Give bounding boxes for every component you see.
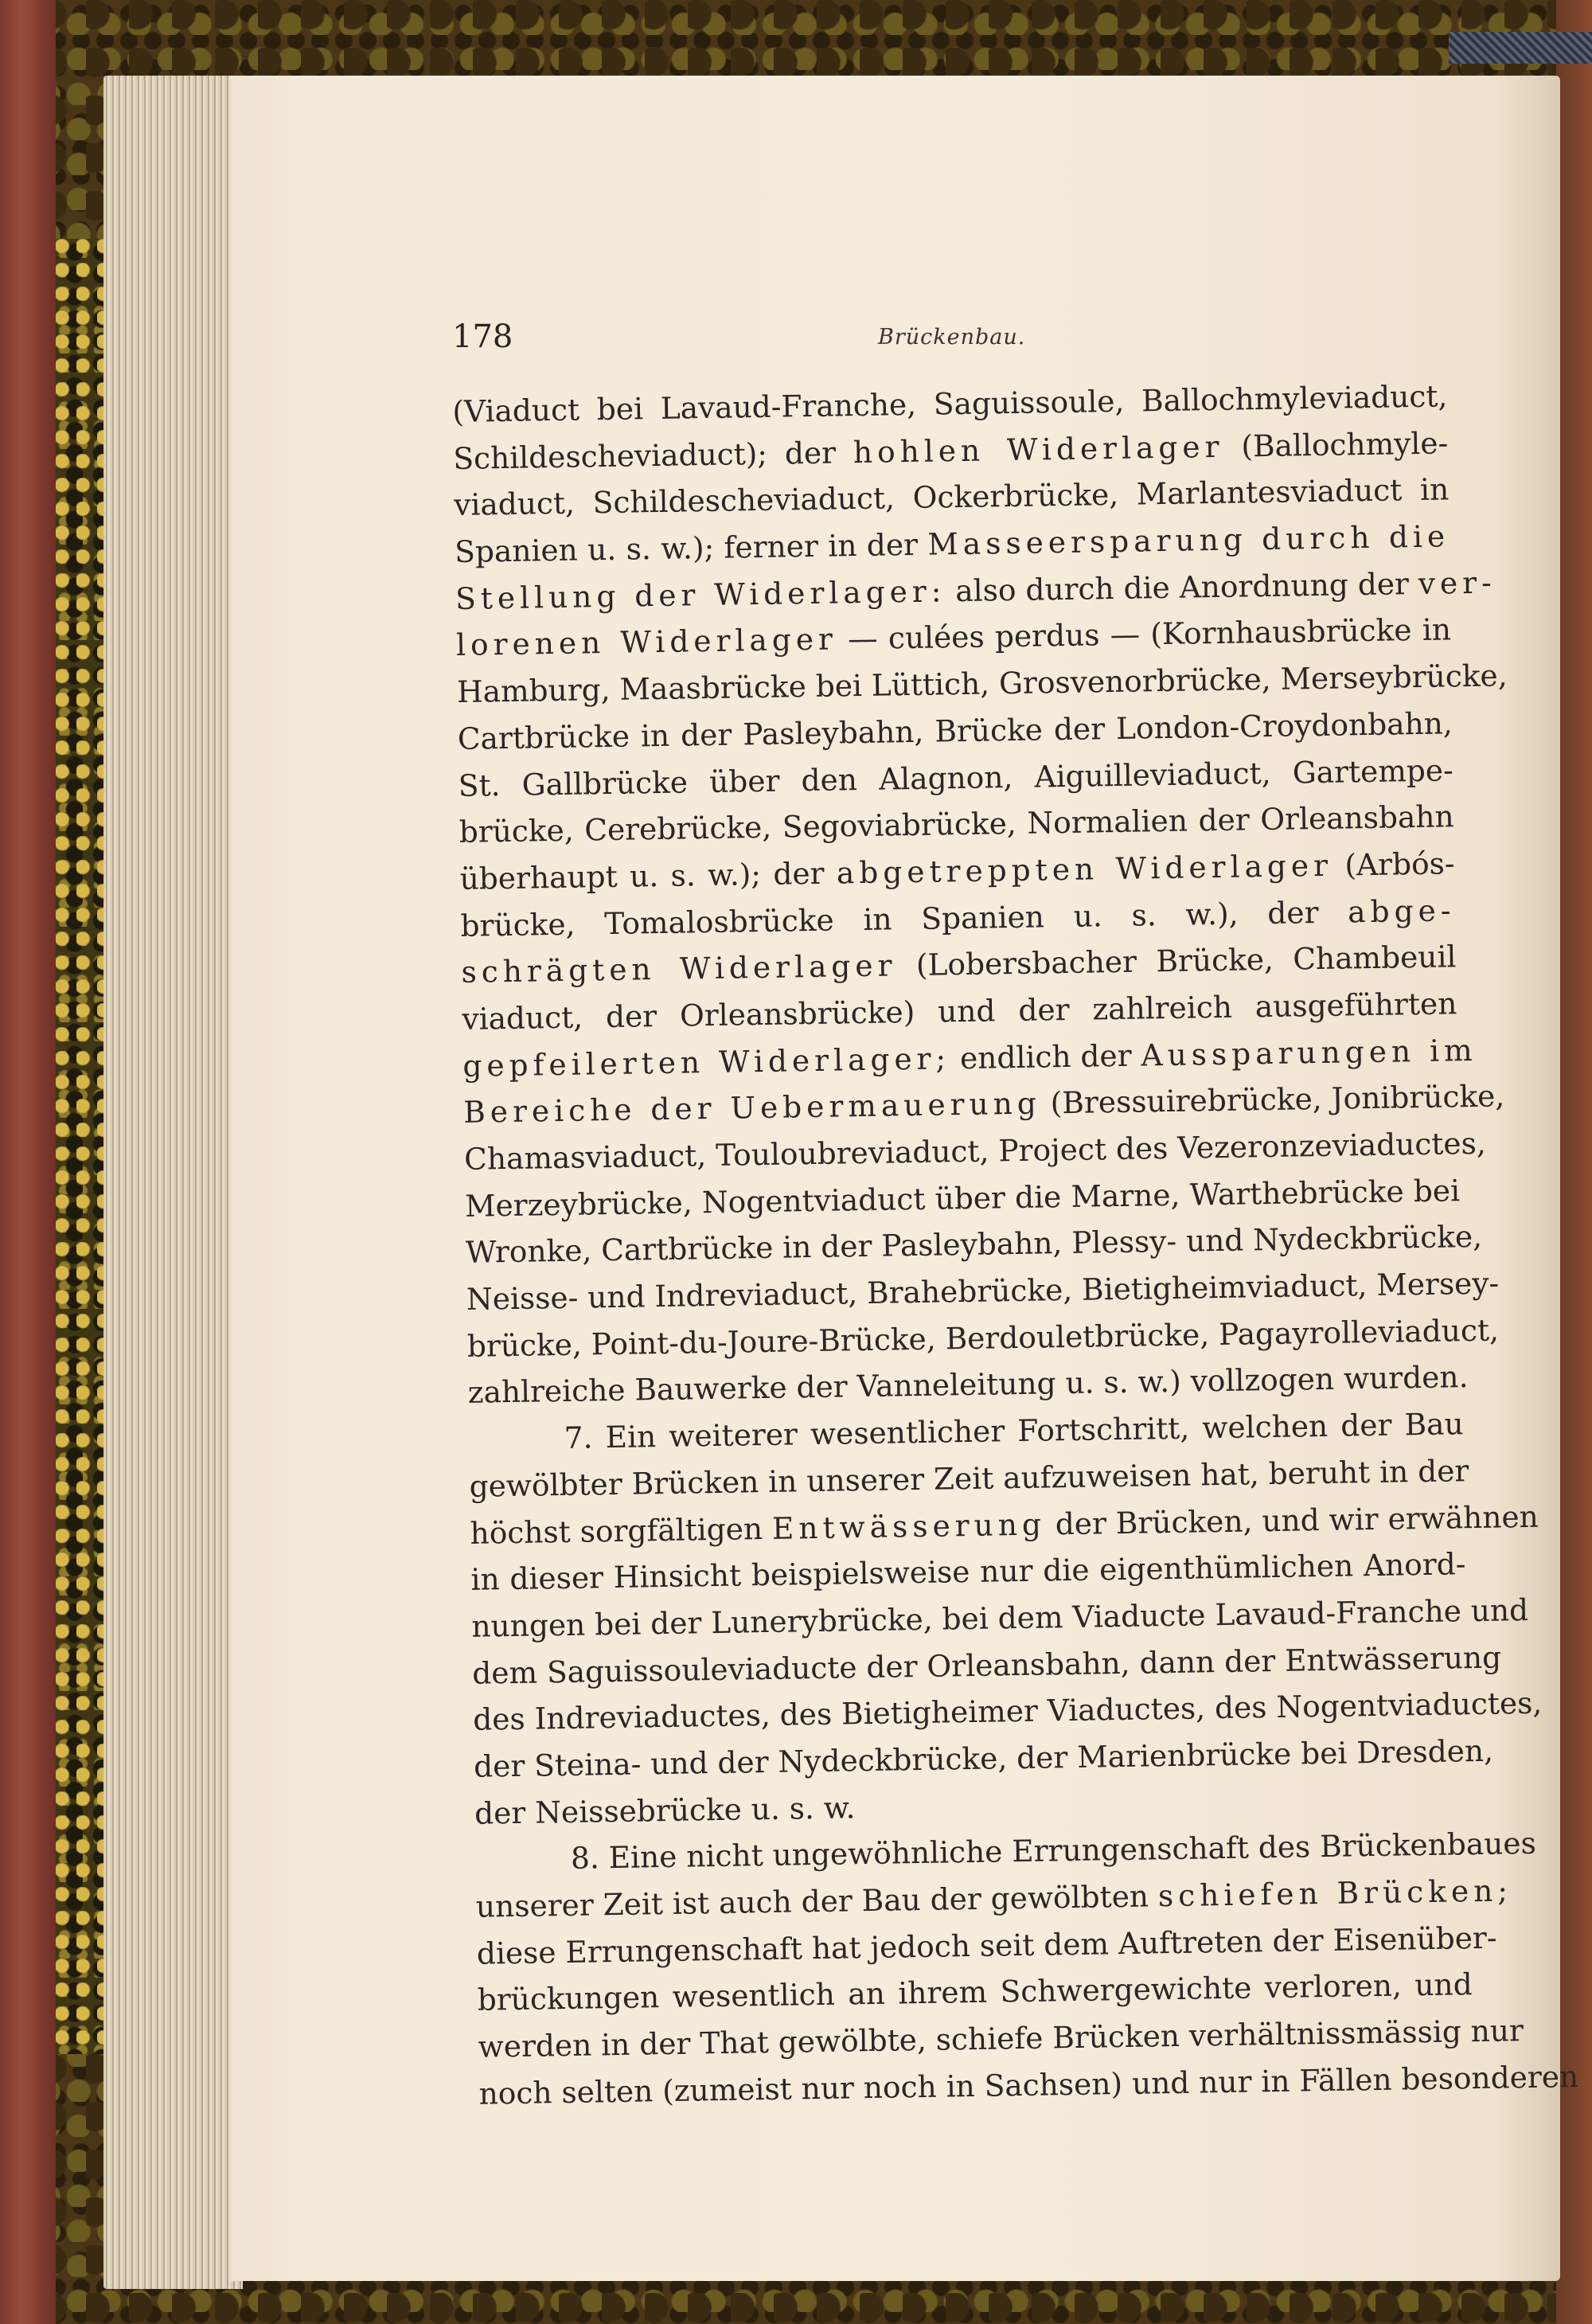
- spaced-emphasis-text: lorenen Widerlager: [455, 621, 838, 663]
- text-run: Schildescheviaduct); der: [453, 434, 854, 476]
- text-run: Merzeybrücke, Nogentviaduct über die Marne, Warthebrücke bei: [464, 1172, 1461, 1224]
- spaced-emphasis-text: ver-: [1418, 564, 1497, 601]
- spaced-emphasis-text: Bereiche der Uebermauerung: [462, 1085, 1042, 1131]
- text-run: unserer Zeit ist auch der Bau der gewölbten: [475, 1878, 1159, 1924]
- text-run: der Neissebrücke u. s. w.: [474, 1789, 856, 1831]
- text-run: brücke, Tomalosbrücke in Spanien u. s. w.), der: [460, 893, 1348, 943]
- text-run: (Arbós-: [1332, 846, 1455, 883]
- text-run: dem Saguissouleviaducte der Orleansbahn, dann der Entwässerung: [471, 1639, 1502, 1691]
- book-cover-right-edge: [1556, 0, 1592, 2324]
- text-run: Hamburg, Maasbrücke bei Lüttich, Grosvenorbrücke, Merseybrücke,: [456, 658, 1508, 710]
- text-run: Wronke, Cartbrücke in der Pasleybahn, Plessy- und Nydeckbrücke,: [465, 1219, 1483, 1271]
- running-head: Brückenbau.: [878, 325, 1026, 350]
- spaced-emphasis-text: Stellung der Widerlager:: [455, 573, 946, 616]
- text-run: Cartbrücke in der Pasleybahn, Brücke der London-Croydonbahn,: [457, 705, 1453, 756]
- text-run: 8. Eine nicht ungewöhnliche Errungenschaft des Brückenbaues: [570, 1826, 1537, 1877]
- text-run: gewölbter Brücken in unserer Zeit aufzuweisen hat, beruht in der: [469, 1452, 1469, 1504]
- spaced-emphasis-text: Masseersparung durch die: [927, 518, 1450, 562]
- text-run: (Ballochmyle-: [1223, 425, 1449, 464]
- cloth-binding-strip: [1449, 32, 1592, 64]
- spaced-emphasis-text: Entwässerung: [771, 1506, 1047, 1546]
- body-text: [452, 373, 1579, 2117]
- text-run: (Viaduct bei Lavaud-Franche, Saguissoule, Ballochmyleviaduct,: [452, 378, 1448, 429]
- spaced-emphasis-text: hohlen Widerlager: [853, 428, 1224, 470]
- page-edges: [103, 76, 243, 2289]
- spaced-emphasis-text: schrägten Widerlager: [461, 947, 897, 990]
- text-run: des Indreviaductes, des Bietigheimer Viaductes, des Nogentviaductes,: [472, 1685, 1543, 1738]
- text-run: brücke, Cerebrücke, Segoviabrücke, Normalien der Orleansbahn: [458, 799, 1454, 850]
- spaced-emphasis-text: abgetreppten Widerlager: [836, 847, 1333, 891]
- book-spine-leather: [0, 0, 56, 2324]
- text-run: (Bressuirebrücke, Jonibrücke,: [1040, 1078, 1505, 1121]
- text-run: noch selten (zumeist nur noch in Sachsen) und nur in Fällen besonderen: [478, 2058, 1579, 2111]
- text-run: 7. Ein weiterer wesentlicher Fortschritt, welchen der Bau: [564, 1406, 1464, 1456]
- text-run: (Lobersbacher Brücke, Chambeuil: [896, 939, 1457, 983]
- text-run: Chamasviaduct, Touloubreviaduct, Project des Vezeronzeviaductes,: [463, 1125, 1487, 1177]
- text-run: zahlreiche Bauwerke der Vanneleitung u. s. w.) vollzogen wurden.: [467, 1359, 1469, 1411]
- text-run: der Steina- und der Nydeckbrücke, der Marienbrücke bei Dresden,: [473, 1732, 1494, 1784]
- text-run: nungen bei der Lunerybrücke, bei dem Viaducte Lavaud-Franche und: [471, 1592, 1529, 1644]
- spaced-emphasis-text: Aussparungen im: [1141, 1032, 1477, 1073]
- page-number: 178: [452, 318, 513, 355]
- spaced-emphasis-text: abge-: [1347, 892, 1456, 929]
- spaced-emphasis-text: schiefen Brücken;: [1157, 1873, 1513, 1914]
- text-run: höchst sorgfältigen: [470, 1510, 773, 1551]
- text-run: St. Gallbrücke über den Alagnon, Aiguilleviaduct, Gartempe-: [458, 752, 1454, 803]
- text-run: der Brücken, und wir erwähnen: [1045, 1498, 1539, 1541]
- text-run: diese Errungenschaft hat jedoch seit dem Auftreten der Eisenüber-: [476, 1920, 1497, 1971]
- text-run: Spanien u. s. w.); ferner in der: [454, 526, 928, 570]
- text-run: viaduct, der Orleansbrücke) und der zahlreich ausgeführten: [462, 986, 1457, 1037]
- text-run: werden in der That gewölbte, schiefe Brücken verhältnissmässig nur: [478, 2013, 1524, 2064]
- text-run: brückungen wesentlich an ihrem Schwergewichte verloren, und: [477, 1967, 1473, 2018]
- text-run: endlich der: [950, 1037, 1141, 1076]
- text-run: also durch die Anordnung der: [946, 565, 1419, 609]
- text-run: in dieser Hinsicht beispielsweise nur die eigenthümlichen Anord-: [470, 1546, 1466, 1598]
- page-header: [452, 318, 1447, 366]
- text-run: überhaupt u. s. w.); der: [459, 855, 837, 896]
- text-run: — culées perdus — (Kornhausbrücke in: [837, 611, 1452, 657]
- spaced-emphasis-text: gepfeilerten Widerlager;: [462, 1040, 951, 1084]
- text-run: brücke, Point-du-Joure-Brücke, Berdouletbrücke, Pagayrolleviaduct,: [466, 1312, 1500, 1364]
- text-run: viaduct, Schildescheviaduct, Ockerbrücke, Marlantesviaduct in: [453, 471, 1450, 523]
- text-run: Neisse- und Indreviaduct, Brahebrücke, Bietigheimviaduct, Mersey-: [466, 1265, 1500, 1317]
